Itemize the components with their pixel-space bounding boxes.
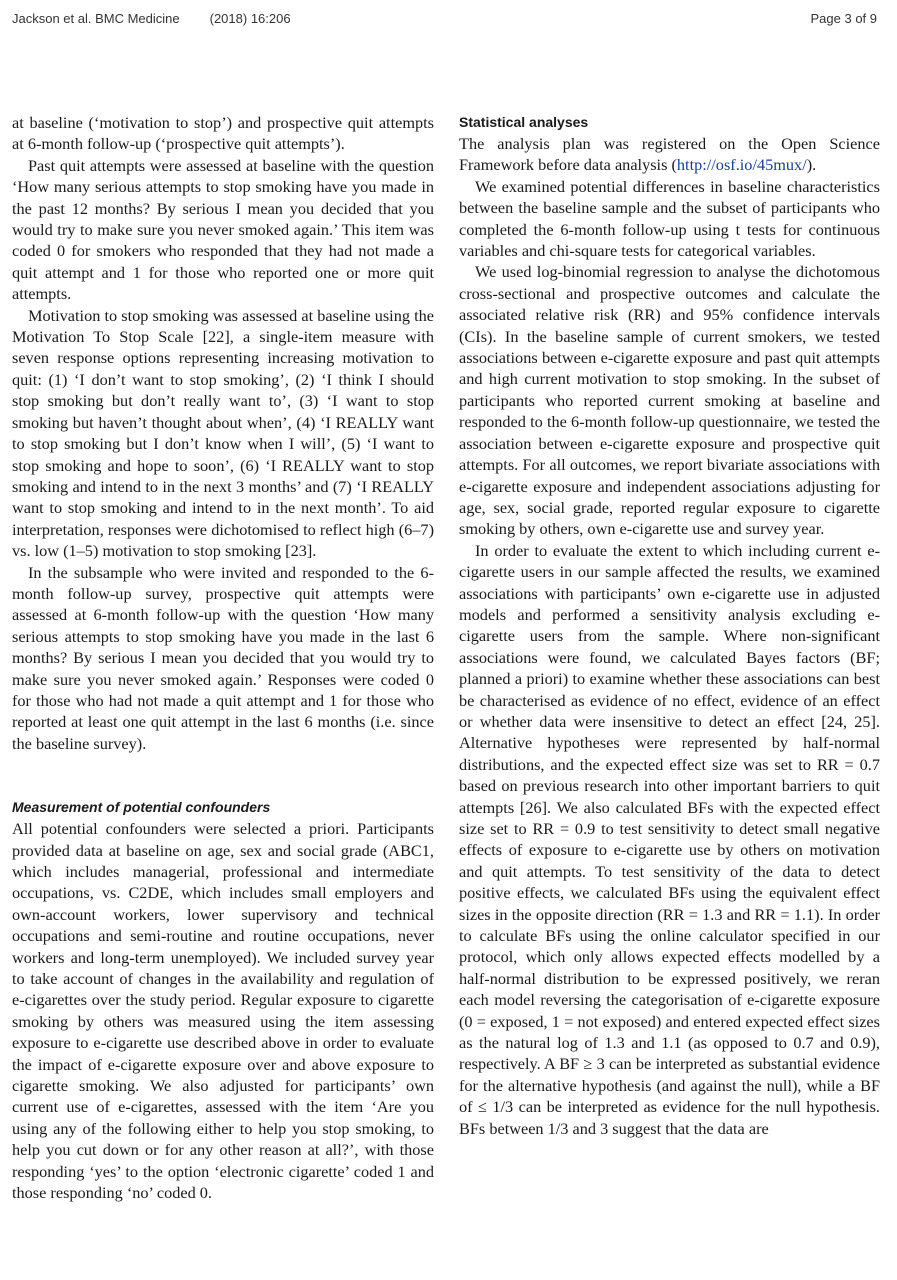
- journal-name: Jackson et al. BMC Medicine: [12, 11, 180, 26]
- paragraph-analysis-plan: [459, 133, 880, 176]
- analysis-plan-text: The analysis plan was registered on the Open Science Framework before data analysis (: [459, 134, 880, 175]
- heading-statistical-analyses: Statistical analyses: [459, 114, 589, 130]
- running-header-citation: [12, 11, 291, 26]
- left-column: [12, 112, 434, 1204]
- paragraph-outcomes-intro: at baseline (‘motivation to stop’) and prospective quit attempts at 6-month follow-up (‘prospective quit attempts’).: [12, 113, 434, 154]
- section-gap: [12, 754, 434, 797]
- paragraph-log-binomial: We used log-binomial regression to analyse the dichotomous cross-sectional and prospective outcomes and calculate the associated relative risk (RR) and 95% confidence intervals (CIs). In the baseline sample of current smokers, we tested associations between e-cigarette exposure and past quit attempts and high current motivation to stop smoking. In the subset of participants who reported current smoking at baseline and responded to the 6-month follow-up questionnaire, we tested the association between e-cigarette exposure and prospective quit attempts. For all outcomes, we report bivariate associations with e-cigarette exposure and independent associations adjusting for age, sex, social grade, reported regular exposure to cigarette smoking by others, own e-cigarette use and survey year.: [459, 262, 880, 539]
- page-header: [0, 0, 897, 40]
- heading-confounders: Measurement of potential confounders: [12, 799, 271, 816]
- page-number: Page 3 of 9: [810, 11, 877, 26]
- paragraph-bayes-factors: In order to evaluate the extent to which including current e-cigarette users in our sample affected the results, we examined associations with participants’ own e-cigarette use in adjusted models and performed a sensitivity analysis excluding e-cigarette users from the sample. Where non-significant associations were found, we calculated Bayes factors (BF; planned a priori) to examine whether these associations can best be characterised as evidence of no effect, evidence of an effect or whether data were insensitive to detect an effect [24, 25]. Alternative hypotheses were represented by half-normal distributions, and the expected effect size was set to RR = 0.7 based on previous research into other important barriers to quit attempts [26]. We also calculated BFs with the expected effect size set to RR = 0.9 to test sensitivity to detect small negative effects of exposure to e-cigarette use by others on motivation and quit attempts. To test sensitivity of the data to detect positive effects, we calculated BFs using the equivalent effect sizes in the opposite direction (RR = 1.3 and RR = 1.1). In order to calculate BFs using the online calculator specified in our protocol, which only allows expected effects modelled by a half-normal distribution to be expressed positively, we reran each model reversing the categorisation of e-cigarette exposure (0 = exposed, 1 = not exposed) and entered expected effect sizes as the natural log of 1.3 and 1.1 (as opposed to 0.7 and 0.9), respectively. A BF ≥ 3 can be interpreted as substantial evidence for the alternative hypothesis (and against the null), while a BF of ≤ 1/3 can be interpreted as evidence for the null hypothesis. BFs between 1/3 and 3 suggest that the data are: [459, 540, 880, 1138]
- paragraph-motivation: Motivation to stop smoking was assessed at baseline using the Motivation To Stop Scale [22], a single-item measure with seven response options representing increasing motivation to quit: (1) ‘I don’t want to stop smoking’, (2) ‘I think I should stop smoking but don’t really want to’, (3) ‘I want to stop smoking but haven’t thought about when’, (4) ‘I REALLY want to stop smoking but I don’t know when I will’, (5) ‘I want to stop smoking and hope to soon’, (6) ‘I REALLY want to stop smoking and intend to in the next 3 months’ and (7) ‘I REALLY want to stop smoking and intend to in the next month’. To aid interpretation, responses were dichotomised to reflect high (6–7) vs. low (1–5) motivation to stop smoking [23].: [12, 305, 434, 561]
- citation-volume: (2018) 16:206: [209, 11, 291, 26]
- paragraph-baseline-differences: We examined potential differences in baseline characteristics between the baseline sample and the subset of participants who completed the 6-month follow-up using t tests for continuous variables and chi-square tests for categorical variables.: [459, 176, 880, 261]
- right-column: [459, 112, 880, 1139]
- paragraph-confounders: All potential confounders were selected a priori. Participants provided data at baseline on age, sex and social grade (ABC1, which includes managerial, professional and intermediate occupations, vs. C2DE, which includes small employers and own-account workers, lower supervisory and technical occupations and semi-routine and routine occupations, never workers and long-term unemployed). We included survey year to take account of changes in the availability and regulation of e-cigarettes over the study period. Regular exposure to cigarette smoking by others was measured using the item assessing exposure to e-cigarette use described above in order to evaluate the impact of e-cigarette exposure over and above exposure to cigarette smoking. We also adjusted for participants’ own current use of e-cigarettes, assessed with the item ‘Are you using any of the following either to help you stop smoking, to help you cut down or for any other reason at all?’, with those responding ‘yes’ to the option ‘electronic cigarette’ coded 1 and those responding ‘no’ coded 0.: [12, 819, 434, 1203]
- paragraph-prospective-quit: In the subsample who were invited and responded to the 6-month follow-up survey, prospective quit attempts were assessed at 6-month follow-up with the question ‘How many serious attempts to stop smoking have you made in the last 6 months? By serious I mean you decided that you would try to make sure you never smoked again.’ Responses were coded 0 for those who had not made a quit attempt and 1 for those who reported at least one quit attempt in the last 6 months (i.e. since the baseline survey).: [12, 562, 434, 753]
- osf-link[interactable]: http://osf.io/45mux/: [676, 155, 807, 175]
- analysis-plan-end: ).: [806, 155, 817, 175]
- paragraph-past-quit-attempts: Past quit attempts were assessed at baseline with the question ‘How many serious attempts to stop smoking have you made in the past 12 months? By serious I mean you decided that you would try to make sure you never smoked again.’ This item was coded 0 for smokers who responded that they had not made a quit attempt and 1 for those who reported one or more quit attempts.: [12, 155, 434, 304]
